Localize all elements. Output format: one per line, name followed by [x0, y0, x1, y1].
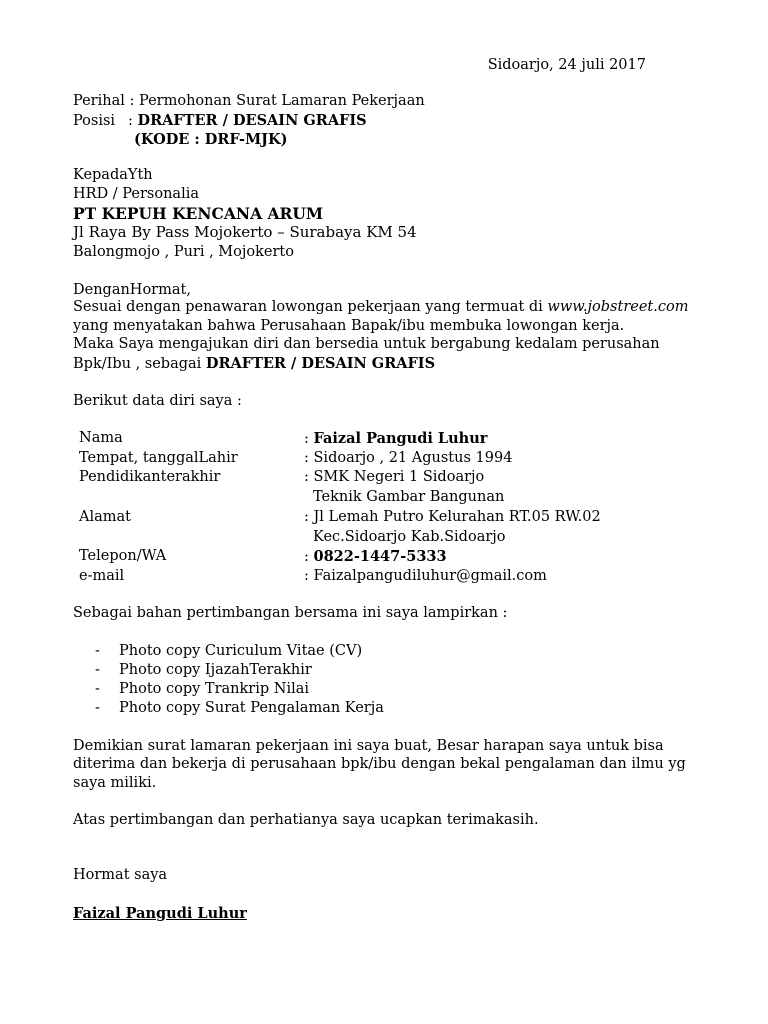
bullet-dash: -	[95, 643, 100, 659]
ttl-value: : Sidoarjo , 21 Agustus 1994	[304, 450, 513, 466]
nama-value	[304, 429, 487, 449]
posisi-value: DRAFTER / DESAIN GRAFIS	[137, 112, 367, 129]
recipient-company: PT KEPUH KENCANA ARUM	[73, 204, 324, 223]
closing-line-3: saya miliki.	[73, 775, 157, 791]
posisi-line	[73, 111, 367, 131]
telepon-label: Telepon/WA	[79, 548, 167, 564]
alamat-value-2: Kec.Sidoarjo Kab.Sidoarjo	[313, 529, 506, 545]
attachment-item	[95, 680, 309, 699]
attachment-item	[95, 699, 384, 718]
perihal-value: : Permohonan Surat Lamaran Pekerjaan	[129, 93, 425, 109]
bullet-dash: -	[95, 681, 100, 697]
email-value: : Faizalpangudiluhur@gmail.com	[304, 568, 547, 584]
regards: Hormat saya	[73, 867, 168, 883]
telepon-colon: :	[304, 549, 314, 565]
letter-date: Sidoarjo, 24 juli 2017	[487, 57, 646, 73]
closing-line-2: diterima dan bekerja di perusahaan bpk/ibu dengan bekal pengalaman dan ilmu yg	[73, 756, 686, 772]
jobstreet-link[interactable]: www.jobstreet.com	[547, 299, 689, 315]
attachments-intro: Sebagai bahan pertimbangan bersama ini saya lampirkan :	[73, 605, 508, 621]
perihal-label: Perihal	[73, 93, 125, 109]
nama-label: Nama	[79, 430, 123, 446]
bullet-dash: -	[95, 700, 100, 716]
signature-name: Faizal Pangudi Luhur	[73, 905, 247, 922]
posisi-colon: :	[128, 113, 133, 129]
recipient-greeting: KepadaYth	[73, 167, 153, 183]
body-paragraph-line-3: Maka Saya mengajukan diri dan bersedia untuk bergabung kedalam perusahan	[73, 336, 660, 352]
posisi-kode: (KODE : DRF-MJK)	[134, 131, 288, 148]
body-text: Bpk/Ibu , sebagai	[73, 356, 206, 372]
recipient-address-1: Jl Raya By Pass Mojokerto – Surabaya KM 54	[73, 223, 417, 241]
salutation: DenganHormat,	[73, 282, 191, 298]
attachment-text: Photo copy Surat Pengalaman Kerja	[119, 700, 384, 716]
position-bold: DRAFTER / DESAIN GRAFIS	[205, 355, 436, 372]
attachment-item	[95, 642, 362, 661]
attachment-text: Photo copy IjazahTerakhir	[119, 662, 312, 678]
thanks-line: Atas pertimbangan dan perhatianya saya ucapkan terimakasih.	[73, 812, 539, 828]
alamat-value-1: : Jl Lemah Putro Kelurahan RT.05 RW.02	[304, 509, 601, 525]
alamat-label: Alamat	[79, 509, 131, 525]
data-intro: Berikut data diri saya :	[73, 393, 242, 409]
perihal-line	[73, 92, 425, 111]
body-text: Sesuai dengan penawaran lowongan pekerjaan yang termuat di	[73, 299, 548, 315]
nama-text: Faizal Pangudi Luhur	[313, 430, 488, 447]
body-paragraph-line-2: yang menyatakan bahwa Perusahaan Bapak/ibu membuka lowongan kerja.	[73, 318, 625, 334]
recipient-address-2: Balongmojo , Puri , Mojokerto	[73, 244, 294, 260]
pendidikan-label: Pendidikanterakhir	[79, 469, 221, 485]
body-paragraph-line-4	[73, 354, 435, 374]
telepon-number: 0822-1447-5333	[313, 548, 447, 565]
body-paragraph-line-1	[73, 298, 688, 317]
attachment-item	[95, 661, 312, 680]
attachment-text: Photo copy Trankrip Nilai	[119, 681, 310, 697]
telepon-value	[304, 547, 447, 567]
pendidikan-value-1: : SMK Negeri 1 Sidoarjo	[304, 469, 485, 485]
email-label: e-mail	[79, 568, 125, 584]
attachment-text: Photo copy Curiculum Vitae (CV)	[119, 643, 363, 659]
bullet-dash: -	[95, 662, 100, 678]
nama-colon: :	[304, 431, 314, 447]
recipient-dept: HRD / Personalia	[73, 186, 199, 202]
posisi-label: Posisi	[73, 113, 116, 129]
pendidikan-value-2: Teknik Gambar Bangunan	[313, 489, 505, 505]
closing-line-1: Demikian surat lamaran pekerjaan ini saya buat, Besar harapan saya untuk bisa	[73, 738, 664, 754]
ttl-label: Tempat, tanggalLahir	[79, 450, 238, 466]
